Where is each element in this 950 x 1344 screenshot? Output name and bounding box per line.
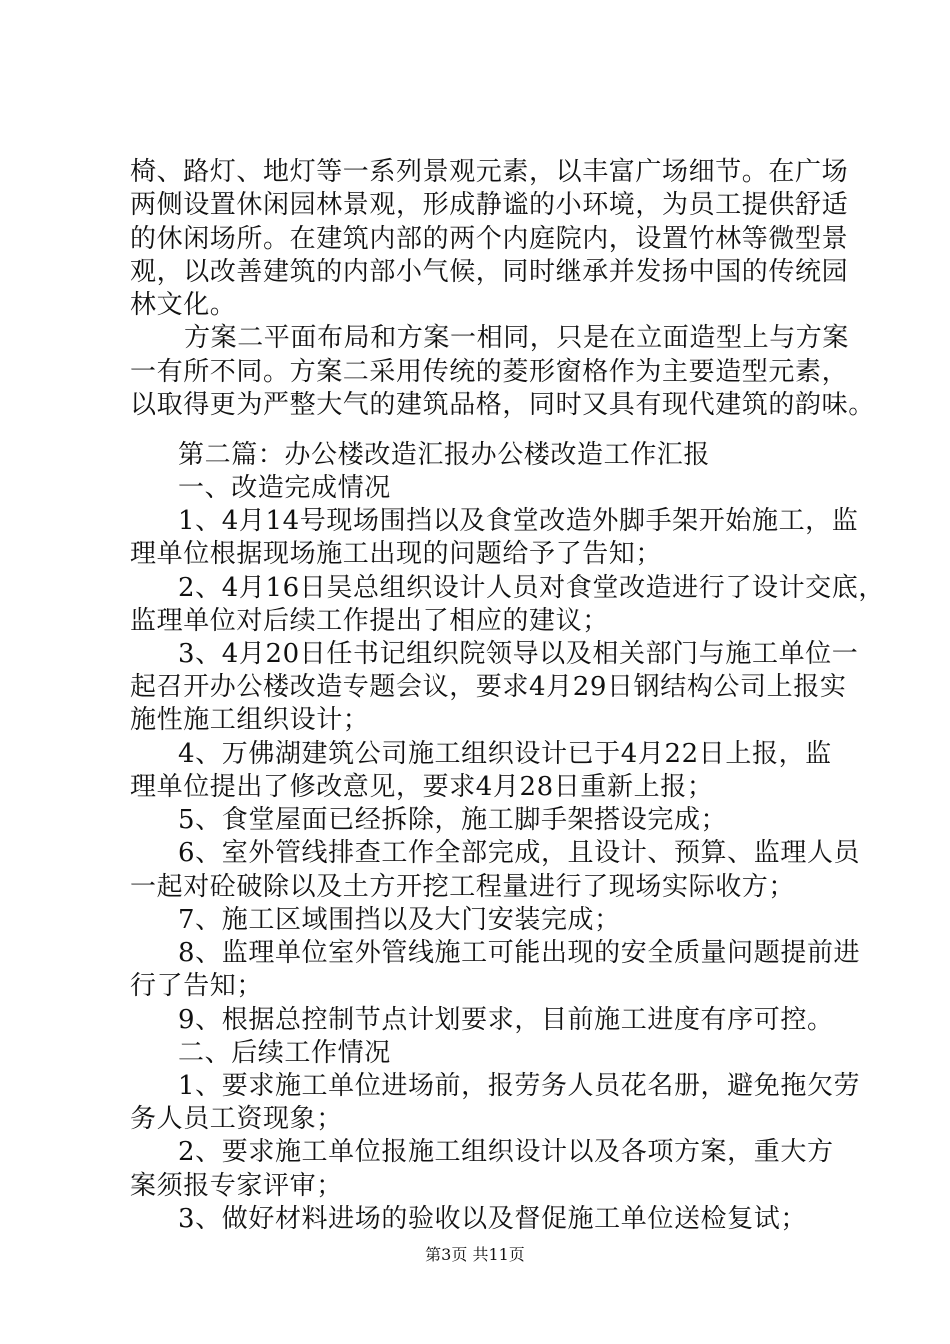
text-line: 4、万佛湖建筑公司施工组织设计已于4月22日上报，监 [178, 739, 832, 769]
text-line: 两侧设置休闲园林景观，形成静谧的小环境，为员工提供舒适 [130, 190, 849, 220]
text-line: 观，以改善建筑的内部小气候，同时继承并发扬中国的传统园 [130, 257, 849, 287]
text-line: 6、室外管线排查工作全部完成，且设计、预算、监理人员 [178, 838, 861, 868]
text-line: 1、要求施工单位进场前，报劳务人员花名册，避免拖欠劳 [178, 1071, 861, 1101]
section-heading: 一、改造完成情况 [178, 473, 391, 503]
text-line: 3、4月20日任书记组织院领导以及相关部门与施工单位一 [178, 639, 859, 669]
page-footer: 第3页 共11页 [425, 1245, 525, 1264]
text-line: 行了告知； [130, 971, 264, 1001]
text-line: 3、做好材料进场的验收以及督促施工单位送检复试； [178, 1204, 807, 1234]
text-line: 1、4月14号现场围挡以及食堂改造外脚手架开始施工，监 [178, 506, 859, 536]
text-line: 施性施工组织设计； [130, 705, 370, 735]
text-line: 2、要求施工单位报施工组织设计以及各项方案，重大方 [178, 1137, 834, 1167]
text-line: 一有所不同。方案二采用传统的菱形窗格作为主要造型元素， [130, 357, 849, 387]
text-line: 以取得更为严整大气的建筑品格，同时又具有现代建筑的韵味。 [130, 390, 875, 420]
text-line: 理单位根据现场施工出现的问题给予了告知； [130, 539, 663, 569]
text-line: 的休闲场所。在建筑内部的两个内庭院内，设置竹林等微型景 [130, 224, 849, 254]
text-line: 8、监理单位室外管线施工可能出现的安全质量问题提前进 [178, 938, 861, 968]
text-line: 5、食堂屋面已经拆除，施工脚手架搭设完成； [178, 805, 728, 835]
text-line: 2、4月16日吴总组织设计人员对食堂改造进行了设计交底， [178, 573, 885, 603]
section-heading: 二、后续工作情况 [178, 1038, 391, 1068]
text-line: 案须报专家评审； [130, 1171, 343, 1201]
text-line: 方案二平面布局和方案一相同，只是在立面造型上与方案 [184, 323, 850, 353]
text-line: 林文化。 [130, 290, 237, 320]
text-line: 9、根据总控制节点计划要求，目前施工进度有序可控。 [178, 1005, 834, 1035]
section-title: 第二篇：办公楼改造汇报办公楼改造工作汇报 [178, 440, 711, 470]
text-line: 起召开办公楼改造专题会议，要求4月29日钢结构公司上报实 [130, 672, 847, 702]
text-line: 椅、路灯、地灯等一系列景观元素，以丰富广场细节。在广场 [130, 157, 849, 187]
text-line: 理单位提出了修改意见，要求4月28日重新上报； [130, 772, 714, 802]
text-line: 一起对砼破除以及土方开挖工程量进行了现场实际收方； [130, 872, 796, 902]
text-line: 7、施工区域围挡以及大门安装完成； [178, 905, 621, 935]
text-line: 监理单位对后续工作提出了相应的建议； [130, 606, 609, 636]
text-line: 务人员工资现象； [130, 1104, 343, 1134]
